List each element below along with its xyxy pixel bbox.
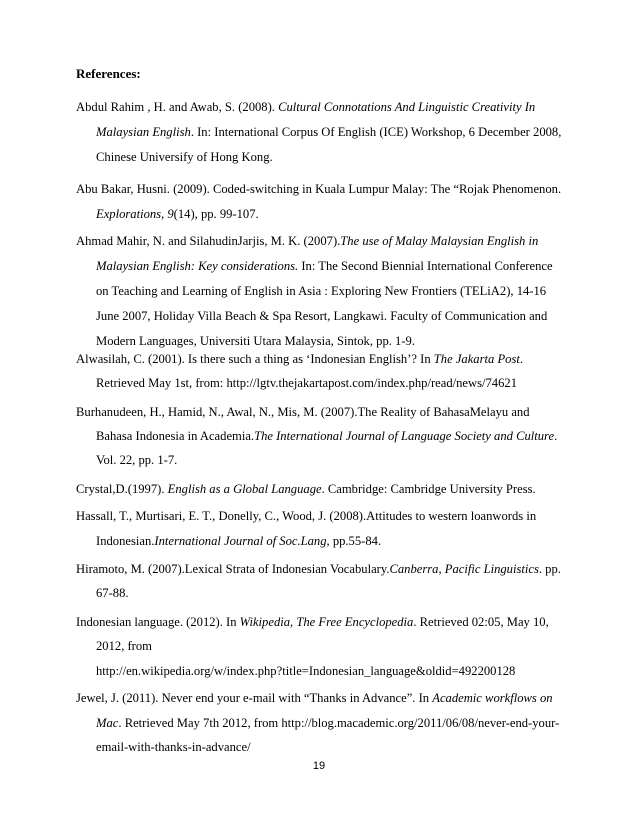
reference-italic-text: International Journal of Soc.Lang: [154, 534, 327, 548]
reference-continuation-line: [96, 663, 515, 679]
reference-text: Indonesian language. (2012). In: [76, 615, 240, 629]
reference-text: Vol. 22, pp. 1-7.: [96, 453, 178, 467]
reference-continuation-line: [96, 149, 273, 165]
reference-text: . Retrieved May 7th 2012, from http://blog.macademic.org/2011/06/08/never-end-your-: [118, 716, 560, 730]
reference-continuation-line: [96, 258, 553, 274]
reference-text: . pp.: [538, 562, 561, 576]
reference-text: Indonesian.: [96, 534, 155, 548]
reference-text: 2012, from: [96, 639, 152, 653]
reference-continuation-line: [96, 206, 259, 222]
reference-text: . Retrieved 02:05, May 10,: [413, 615, 549, 629]
reference-entry: [76, 351, 523, 367]
reference-text: 67-88.: [96, 586, 129, 600]
reference-continuation-line: [96, 428, 557, 444]
reference-italic-text: Malaysian English: Key considerations.: [96, 259, 299, 273]
reference-text: Burhanudeen, H., Hamid, N., Awal, N., Mis, M. (2007).The Reality of BahasaMelayu and: [76, 405, 530, 419]
reference-continuation-line: [96, 452, 177, 468]
reference-text: Bahasa Indonesia in Academia.: [96, 429, 255, 443]
reference-entry: [76, 508, 536, 524]
reference-italic-text: The Jakarta Post: [433, 352, 520, 366]
reference-continuation-line: [96, 715, 559, 731]
reference-continuation-line: [96, 585, 129, 601]
reference-text: June 2007, Holiday Villa Beach & Spa Resort, Langkawi. Faculty of Communication and: [96, 309, 548, 323]
reference-continuation-line: [96, 283, 546, 299]
reference-italic-text: Mac: [96, 716, 119, 730]
reference-text: Jewel, J. (2011). Never end your e-mail with “Thanks in Advance”. In: [76, 691, 433, 705]
reference-text: Hiramoto, M. (2007).Lexical Strata of Indonesian Vocabulary.: [76, 562, 390, 576]
reference-italic-text: The use of Malay Malaysian English in: [340, 234, 539, 248]
reference-text: Crystal,D.(1997).: [76, 482, 168, 496]
reference-italic-text: Academic workflows on: [432, 691, 553, 705]
reference-entry: [76, 233, 538, 249]
reference-text: http://en.wikipedia.org/w/index.php?title=Indonesian_language&oldid=492200128: [96, 664, 516, 678]
reference-italic-text: Canberra, Pacific Linguistics: [389, 562, 539, 576]
reference-entry: [76, 181, 561, 197]
reference-text: .: [554, 429, 558, 443]
reference-italic-text: Malaysian English: [96, 125, 191, 139]
reference-text: (14), pp. 99-107.: [173, 207, 259, 221]
reference-text: Modern Languages, Universiti Utara Malaysia, Sintok, pp. 1-9.: [96, 334, 415, 348]
reference-text: Abdul Rahim , H. and Awab, S. (2008).: [76, 100, 279, 114]
reference-continuation-line: [96, 638, 152, 654]
reference-continuation-line: [96, 124, 561, 140]
reference-entry: [76, 561, 561, 577]
reference-text: on Teaching and Learning of English in Asia : Exploring New Frontiers (TELiA2), 14-16: [96, 284, 547, 298]
page-number: 19: [312, 760, 326, 772]
reference-text: Alwasilah, C. (2001). Is there such a thing as ‘Indonesian English’? In: [76, 352, 434, 366]
reference-text: Ahmad Mahir, N. and SilahudinJarjis, M. K. (2007).: [76, 234, 341, 248]
reference-italic-text: Cultural Connotations And Linguistic Creativity In: [278, 100, 536, 114]
references-heading: References:: [76, 66, 141, 81]
reference-continuation-line: [96, 375, 517, 391]
reference-continuation-line: [96, 333, 415, 349]
reference-text: email-with-thanks-in-advance/: [96, 740, 251, 754]
reference-entry: [76, 99, 535, 115]
reference-text: .: [519, 352, 524, 366]
reference-italic-text: The International Journal of Language Society and Culture: [254, 429, 555, 443]
reference-text: . In: International Corpus Of English (ICE) Workshop, 6 December 2008,: [190, 125, 562, 139]
reference-text: . Cambridge: Cambridge University Press.: [321, 482, 536, 496]
reference-text: Hassall, T., Murtisari, E. T., Donelly, C., Wood, J. (2008).Attitudes to western loanwords in: [76, 509, 537, 523]
reference-italic-text: English as a Global Language: [167, 482, 322, 496]
reference-entry: [76, 404, 530, 420]
reference-text: , pp.55-84.: [326, 534, 382, 548]
reference-continuation-line: [96, 308, 547, 324]
reference-italic-text: Wikipedia, The Free Encyclopedia: [239, 615, 414, 629]
reference-continuation-line: [96, 739, 251, 755]
reference-continuation-line: [96, 533, 381, 549]
reference-entry: [76, 481, 536, 497]
reference-entry: [76, 690, 553, 706]
reference-text: Chinese Universify of Hong Kong.: [96, 150, 273, 164]
reference-text: Abu Bakar, Husni. (2009). Coded-switching in Kuala Lumpur Malay: The “Rojak Phenomenon.: [76, 182, 562, 196]
reference-text: In: The Second Biennial International Conference: [298, 259, 553, 273]
reference-italic-text: Explorations, 9: [96, 207, 174, 221]
reference-entry: [76, 614, 549, 630]
reference-text: Retrieved May 1st, from: http://lgtv.thejakartapost.com/index.php/read/news/74621: [96, 376, 517, 390]
